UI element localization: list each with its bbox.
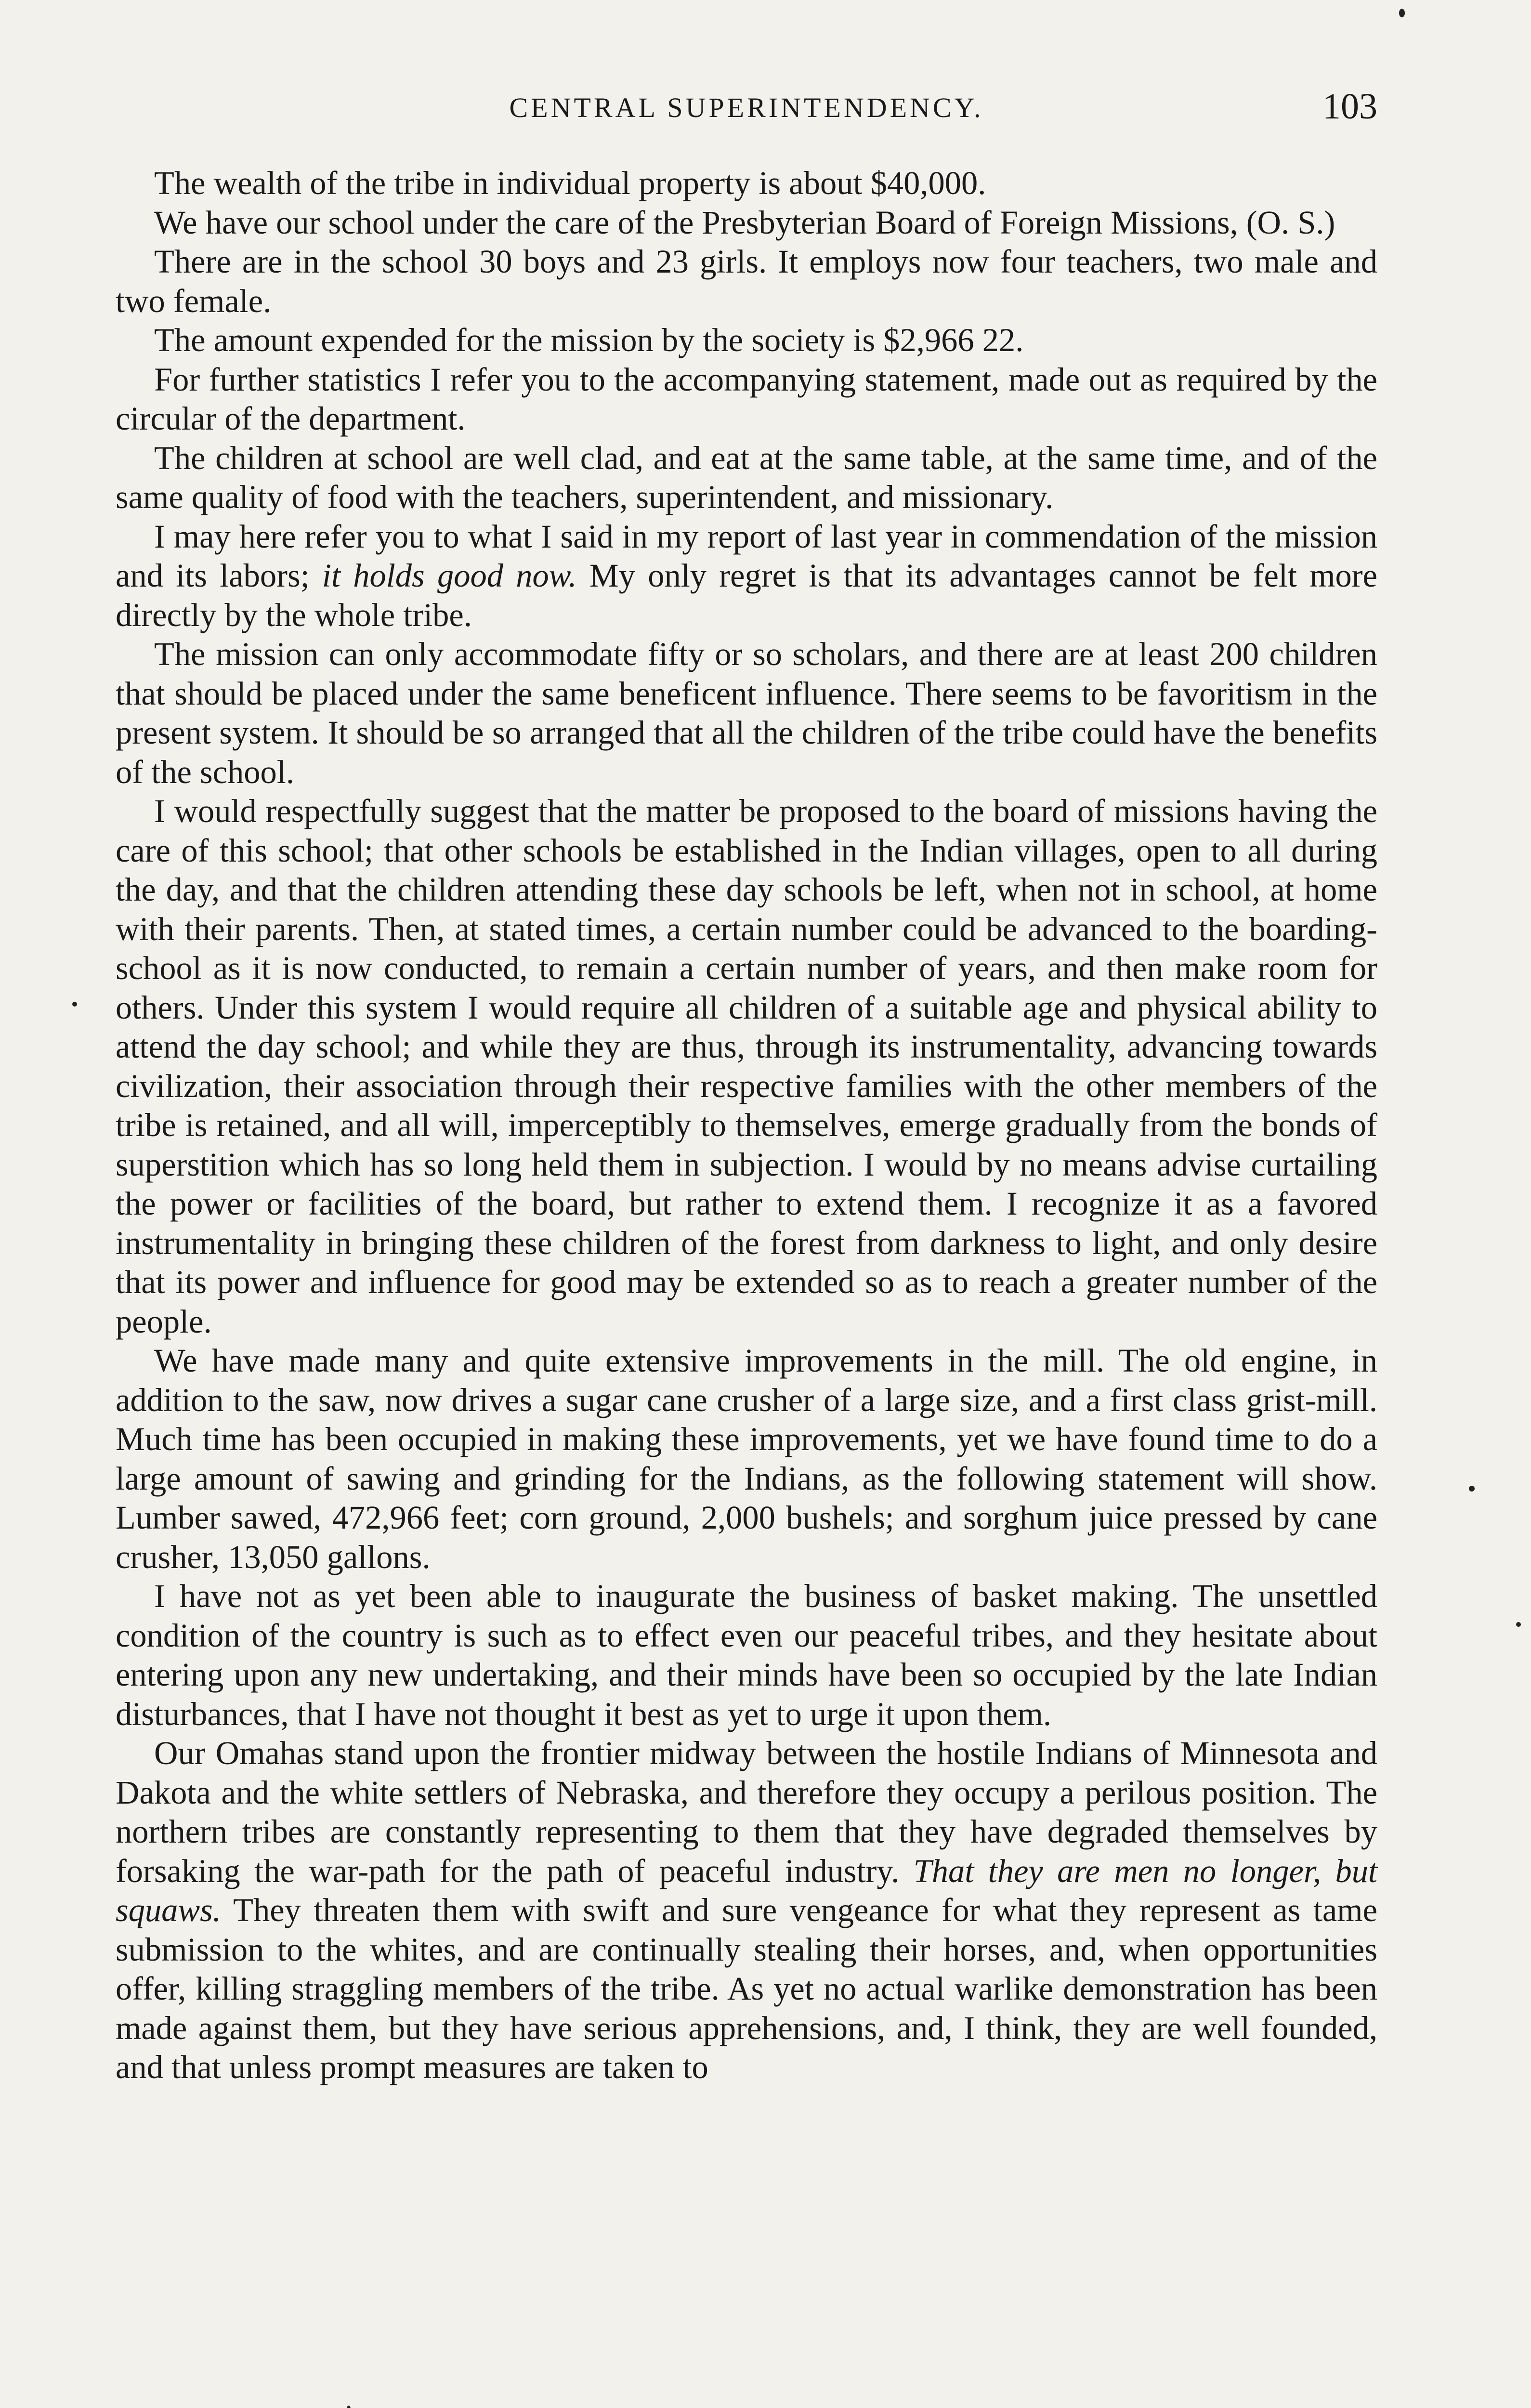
italic-phrase: it holds good now.: [322, 557, 577, 594]
italic-phrase: That they are men no longer, but squaws.: [116, 1852, 1377, 1928]
document-page: [116, 72, 1377, 2408]
paragraph: The mission can only accommodate fifty or so scholars, and there are at least 200 children that should be placed under the same beneficent influence. There seems to be favoritism in the present system. It should be so arranged that all the children of the tribe could have the benefits of the school.: [116, 636, 1377, 790]
paragraph-text: I may here refer you to what I said in my report of last year in commendation of the mission and its labors;: [116, 518, 1377, 594]
ink-speck: [1469, 1486, 1475, 1492]
running-head: CENTRAL SUPERINTENDENCY.: [509, 92, 984, 123]
paragraph: There are in the school 30 boys and 23 girls. It employs now four teachers, two male and two female.: [116, 243, 1377, 319]
paragraph: [116, 517, 1377, 635]
ink-speck: [1516, 1622, 1521, 1627]
paragraph-text: My only regret is that its advantages cannot be felt more directly by the whole tribe.: [116, 557, 1377, 633]
paragraph: We have made many and quite extensive improvements in the mill. The old engine, in addition to the saw, now drives a sugar cane crusher of a large size, and a first class grist-mill. Much time has been occupied in making these improvements, yet we have found time to do a large amount of sawing and grinding for the Indians, as the following statement will show. Lumber sawed, 472,966 feet; corn ground, 2,000 bushels; and sorghum juice pressed by cane crusher, 13,050 gallons.: [116, 1342, 1377, 1575]
ink-speck: [72, 1002, 77, 1007]
paragraph: [116, 1734, 1377, 2087]
paragraph: We have our school under the care of the Presbyterian Board of Foreign Missions, (O. S.): [154, 204, 1335, 241]
page-number: 103: [1322, 86, 1377, 127]
ink-speck: [1399, 9, 1405, 17]
paragraph: The children at school are well clad, and eat at the same table, at the same time, and of the same quality of food with the teachers, superintendent, and missionary.: [116, 439, 1377, 515]
paragraph-text: They threaten them with swift and sure vengeance for what they represent as tame submission to the whites, and are continually stealing their horses, and, when opportunities offer, killing straggling members of the tribe. As yet no actual warlike demonstration has been made against them, but they have serious apprehensions, and, I think, they are well founded, and that unless prompt measures are taken to: [116, 1892, 1377, 2085]
paragraph: I have not as yet been able to inaugurate the business of basket making. The unsettled condition of the country is such as to effect even our peaceful tribes, and they hesitate about entering upon any new undertaking, and their minds have been so occupied by the late Indian disturbances, that I have not thought it best as yet to urge it upon them.: [116, 1578, 1377, 1732]
body-text: [116, 164, 1377, 2087]
paragraph: I would respectfully suggest that the matter be proposed to the board of missions having the care of this school; that other schools be established in the Indian villages, open to all during the day, and that the children attending these day schools be left, when not in school, at home with their parents. Then, at stated times, a certain number could be advanced to the boarding-school as it is now conducted, to remain a certain number of years, and then make room for others. Under this system I would require all children of a suitable age and physical ability to attend the day school; and while they are thus, through its instrumentality, advancing towards civilization, their association through their respective families with the other members of the tribe is retained, and all will, imperceptibly to themselves, emerge gradually from the bonds of superstition which has so long held them in subjection. I would by no means advise curtailing the power or facilities of the board, but rather to extend them. I recognize it as a favored instrumentality in bringing these children of the forest from darkness to light, and only desire that its power and influence for good may be extended so as to reach a greater number of the people.: [116, 793, 1377, 1340]
paragraph-text: Our Omahas stand upon the frontier midway between the hostile Indians of Minnesota and Dakota and the white settlers of Nebraska, and therefore they occupy a perilous position. The northern tribes are constantly representing to them that they have degraded themselves by forsaking the war-path for the path of peaceful industry.: [116, 1735, 1377, 1889]
paragraph: The wealth of the tribe in individual property is about $40,000.: [154, 165, 986, 201]
page-header: [116, 72, 1377, 144]
paragraph: For further statistics I refer you to the accompanying statement, made out as required by the circular of the department.: [116, 361, 1377, 437]
paragraph: The amount expended for the mission by the society is $2,966 22.: [154, 322, 1024, 358]
